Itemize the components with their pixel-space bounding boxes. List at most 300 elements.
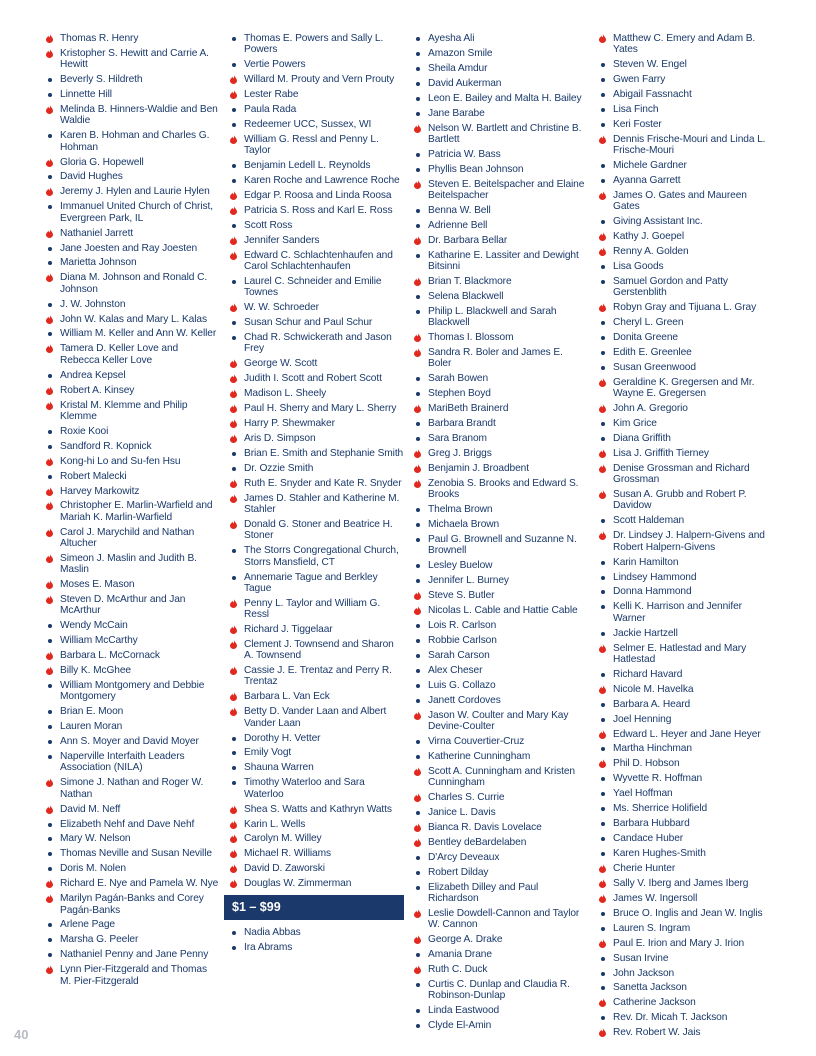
donor-list-item bbox=[229, 706, 404, 729]
bullet-dot-icon bbox=[414, 561, 423, 571]
donor-name: Catherine Jackson bbox=[613, 997, 696, 1009]
donor-name: Steve S. Butler bbox=[428, 590, 495, 602]
donor-name: George A. Drake bbox=[428, 934, 503, 946]
donor-name: Vertie Powers bbox=[244, 59, 306, 71]
donor-list-item bbox=[229, 598, 404, 621]
donor-name: Edward L. Heyer and Jane Heyer bbox=[613, 728, 761, 740]
donor-name: Kathy J. Goepel bbox=[613, 231, 684, 243]
donor-list-item bbox=[598, 33, 773, 56]
donor-name: Katharine E. Lassiter and Dewight Bitsinni bbox=[428, 249, 579, 273]
bullet-dot-icon bbox=[230, 943, 239, 953]
flame-drop-icon bbox=[46, 187, 55, 197]
donor-name: Annemarie Tague and Berkley Tague bbox=[244, 571, 378, 594]
bullet-dot-icon bbox=[46, 75, 55, 85]
bullet-dot-icon bbox=[599, 587, 608, 597]
flame-drop-icon bbox=[599, 864, 608, 874]
donor-name: Dorothy H. Vetter bbox=[244, 732, 321, 744]
bullet-dot-icon bbox=[599, 744, 608, 754]
donor-list-item bbox=[413, 403, 588, 414]
bullet-dot-icon bbox=[599, 789, 608, 799]
donor-name: Shea S. Watts and Kathryn Watts bbox=[244, 803, 392, 815]
donor-list-item bbox=[229, 942, 404, 953]
donor-name: Penny L. Taylor and William G. Ressl bbox=[244, 597, 381, 621]
donor-list-item bbox=[598, 448, 773, 459]
flame-drop-icon bbox=[599, 759, 608, 769]
donor-list-item bbox=[229, 777, 404, 800]
donor-list-item bbox=[598, 893, 773, 904]
flame-drop-icon bbox=[46, 879, 55, 889]
donor-name: Steven D. McArthur and Jan McArthur bbox=[60, 594, 186, 617]
donor-list-item bbox=[598, 515, 773, 526]
donor-name: Brian E. Moon bbox=[60, 706, 124, 718]
donor-list-item bbox=[229, 205, 404, 216]
donor-name: Philip L. Blackwell and Sarah Blackwell bbox=[428, 305, 557, 329]
donor-name: Kristopher S. Hewitt and Carrie A. Hewitt bbox=[60, 47, 209, 71]
donor-list-col-2 bbox=[229, 33, 404, 890]
donor-list-item bbox=[229, 358, 404, 369]
donor-name: J. W. Johnston bbox=[60, 298, 126, 310]
donor-list-item bbox=[413, 635, 588, 646]
donor-list-item bbox=[413, 949, 588, 960]
donor-list-1-99 bbox=[229, 927, 404, 953]
bullet-dot-icon bbox=[414, 292, 423, 302]
donor-list-item bbox=[598, 418, 773, 429]
donor-name: Paul H. Sherry and Mary L. Sherry bbox=[244, 403, 397, 415]
bullet-dot-icon bbox=[230, 734, 239, 744]
flame-drop-icon bbox=[414, 333, 423, 343]
donor-list-item bbox=[413, 575, 588, 586]
donor-name: Leslie Dowdell-Cannon and Taylor W. Cannon bbox=[428, 907, 580, 931]
bullet-dot-icon bbox=[599, 774, 608, 784]
donor-list-item bbox=[413, 837, 588, 848]
flame-drop-icon bbox=[230, 135, 239, 145]
donor-name: Donald G. Stoner and Beatrice H. Stoner bbox=[244, 519, 393, 542]
donor-list-item bbox=[598, 997, 773, 1008]
flame-drop-icon bbox=[46, 580, 55, 590]
bullet-dot-icon bbox=[414, 950, 423, 960]
donor-list-item bbox=[413, 108, 588, 119]
donor-list-item bbox=[598, 119, 773, 130]
donor-list-item bbox=[229, 572, 404, 595]
bullet-dot-icon bbox=[414, 868, 423, 878]
donor-list-item bbox=[413, 1020, 588, 1031]
donor-name: Benjamin J. Broadbent bbox=[428, 462, 529, 474]
donor-list-item bbox=[45, 456, 220, 467]
donor-name: Rev. Robert W. Jais bbox=[613, 1027, 701, 1039]
donor-list-col-1 bbox=[45, 33, 220, 987]
donor-list-item bbox=[598, 773, 773, 784]
donor-list-item bbox=[229, 624, 404, 635]
donor-name: Christopher E. Marlin-Warfield and Mariah K. Marlin-Warfield bbox=[60, 500, 213, 523]
donor-name: Billy K. McGhee bbox=[60, 665, 131, 677]
donor-name: Gwen Farry bbox=[613, 74, 666, 86]
donor-list-item bbox=[598, 362, 773, 373]
bullet-dot-icon bbox=[230, 778, 239, 788]
bullet-dot-icon bbox=[414, 576, 423, 586]
donor-list-item bbox=[45, 665, 220, 676]
donor-name: Barbara L. Van Eck bbox=[244, 691, 330, 703]
donor-name: Greg J. Briggs bbox=[428, 447, 492, 459]
bullet-dot-icon bbox=[414, 221, 423, 231]
donor-name: Thelma Brown bbox=[428, 504, 493, 516]
donor-name: Robyn Gray and Tijuana L. Gray bbox=[613, 302, 757, 314]
bullet-dot-icon bbox=[414, 94, 423, 104]
flame-drop-icon bbox=[46, 315, 55, 325]
donor-name: William M. Keller and Ann W. Keller bbox=[60, 328, 217, 340]
bullet-dot-icon bbox=[414, 651, 423, 661]
donor-list-item bbox=[598, 953, 773, 964]
donor-name: Lesley Buelow bbox=[428, 560, 493, 572]
flame-drop-icon bbox=[414, 606, 423, 616]
donor-list-item bbox=[45, 186, 220, 197]
bullet-dot-icon bbox=[599, 1013, 608, 1023]
donor-name: Jane Barabe bbox=[428, 107, 485, 119]
donor-list-item bbox=[45, 579, 220, 590]
bullet-dot-icon bbox=[599, 573, 608, 583]
donor-list-item bbox=[598, 788, 773, 799]
bullet-dot-icon bbox=[46, 258, 55, 268]
donor-list-item bbox=[229, 927, 404, 938]
donor-list-item bbox=[45, 721, 220, 732]
donor-name: Sheila Amdur bbox=[428, 62, 488, 74]
donor-name: Simone J. Nathan and Roger W. Nathan bbox=[60, 777, 204, 800]
flame-drop-icon bbox=[46, 501, 55, 511]
bullet-dot-icon bbox=[230, 318, 239, 328]
donor-list-col-3 bbox=[413, 33, 588, 1031]
donor-list-item bbox=[229, 463, 404, 474]
donor-list-item bbox=[413, 93, 588, 104]
donor-list-item bbox=[413, 276, 588, 287]
bullet-dot-icon bbox=[599, 105, 608, 115]
donor-list-item bbox=[229, 478, 404, 489]
bullet-dot-icon bbox=[414, 374, 423, 384]
donor-list-item bbox=[413, 463, 588, 474]
donor-name: Amania Drane bbox=[428, 948, 492, 960]
donor-list-item bbox=[413, 964, 588, 975]
bullet-dot-icon bbox=[599, 715, 608, 725]
donor-list-item bbox=[229, 418, 404, 429]
donor-name: James O. Gates and Maureen Gates bbox=[613, 190, 747, 213]
donor-name: Marsha G. Peeler bbox=[60, 934, 139, 946]
bullet-dot-icon bbox=[46, 202, 55, 212]
donor-name: Thomas Neville and Susan Neville bbox=[60, 848, 212, 860]
donor-name: Katherine Cunningham bbox=[428, 750, 531, 762]
flame-drop-icon bbox=[414, 965, 423, 975]
flame-drop-icon bbox=[230, 90, 239, 100]
flame-drop-icon bbox=[230, 834, 239, 844]
flame-drop-icon bbox=[599, 34, 608, 44]
donor-name: Barbara Hubbard bbox=[613, 818, 690, 830]
bullet-dot-icon bbox=[414, 505, 423, 515]
flame-drop-icon bbox=[46, 457, 55, 467]
bullet-dot-icon bbox=[46, 737, 55, 747]
donor-list-item bbox=[45, 949, 220, 960]
donor-name: Karen Roche and Lawrence Roche bbox=[244, 175, 400, 187]
bullet-dot-icon bbox=[599, 670, 608, 680]
donor-name: Donna Hammond bbox=[613, 586, 692, 598]
donor-list-item bbox=[598, 302, 773, 313]
donor-name: Harvey Markowitz bbox=[60, 485, 140, 497]
flame-drop-icon bbox=[599, 404, 608, 414]
flame-drop-icon bbox=[599, 939, 608, 949]
donor-list-item bbox=[45, 777, 220, 800]
donor-name: Moses E. Mason bbox=[60, 579, 135, 591]
bullet-dot-icon bbox=[414, 109, 423, 119]
flame-drop-icon bbox=[599, 531, 608, 541]
bullet-dot-icon bbox=[414, 79, 423, 89]
donor-name: Dr. Barbara Bellar bbox=[428, 234, 508, 246]
bullet-dot-icon bbox=[414, 251, 423, 261]
donor-name: Cherie Hunter bbox=[613, 862, 676, 874]
flame-drop-icon bbox=[599, 490, 608, 500]
donor-name: Lester Rabe bbox=[244, 89, 299, 101]
donor-list-item bbox=[45, 441, 220, 452]
donor-list-item bbox=[413, 123, 588, 146]
donor-list-item bbox=[598, 643, 773, 666]
donor-list-item bbox=[598, 231, 773, 242]
bullet-dot-icon bbox=[46, 849, 55, 859]
donor-name: Bruce O. Inglis and Jean W. Inglis bbox=[613, 907, 763, 919]
donor-name: Lisa Goods bbox=[613, 261, 664, 273]
donor-list-item bbox=[45, 893, 220, 916]
flame-drop-icon bbox=[599, 998, 608, 1008]
donor-name: Virna Couvertier-Cruz bbox=[428, 735, 525, 747]
bullet-dot-icon bbox=[599, 262, 608, 272]
donor-list-item bbox=[229, 519, 404, 542]
flame-drop-icon bbox=[46, 273, 55, 283]
donor-name: Roxie Kooi bbox=[60, 425, 109, 437]
donor-list-item bbox=[598, 332, 773, 343]
donor-list-item bbox=[413, 33, 588, 44]
donor-name: Jennifer Sanders bbox=[244, 234, 320, 246]
donor-list-item bbox=[598, 403, 773, 414]
donor-list-item bbox=[598, 89, 773, 100]
donor-list-item bbox=[229, 74, 404, 85]
donor-name: Sandford R. Kopnick bbox=[60, 440, 152, 452]
donor-list-item bbox=[45, 314, 220, 325]
donor-list-item bbox=[45, 328, 220, 339]
bullet-dot-icon bbox=[46, 935, 55, 945]
donor-name: Thomas E. Powers and Sally L. Powers bbox=[244, 33, 384, 56]
donor-name: Samuel Gordon and Patty Gerstenblith bbox=[613, 276, 728, 299]
donor-list-item bbox=[413, 1005, 588, 1016]
donor-list-item bbox=[413, 665, 588, 676]
donor-list-item bbox=[413, 250, 588, 273]
flame-drop-icon bbox=[414, 449, 423, 459]
donor-name: Ms. Sherrice Holifield bbox=[613, 803, 708, 815]
donor-name: Kristal M. Klemme and Philip Klemme bbox=[60, 399, 188, 422]
donor-list-item bbox=[413, 979, 588, 1002]
flame-drop-icon bbox=[599, 135, 608, 145]
donor-list-item bbox=[229, 403, 404, 414]
flame-drop-icon bbox=[230, 236, 239, 246]
donor-name: Thomas R. Henry bbox=[60, 33, 139, 44]
donor-name: Selmer E. Hatlestad and Mary Hatlestad bbox=[613, 642, 747, 665]
donor-name: Laurel C. Schneider and Emilie Townes bbox=[244, 276, 382, 299]
flame-drop-icon bbox=[599, 730, 608, 740]
donor-name: Tamera D. Keller Love and Rebecca Keller Love bbox=[60, 343, 179, 366]
donor-list-item bbox=[229, 388, 404, 399]
donor-name: John A. Gregorio bbox=[613, 403, 688, 415]
flame-drop-icon bbox=[414, 767, 423, 777]
donor-name: Arlene Page bbox=[60, 919, 115, 931]
donor-list-item bbox=[45, 680, 220, 703]
flame-drop-icon bbox=[414, 909, 423, 919]
donor-name: Marietta Johnson bbox=[60, 257, 137, 269]
donor-name: Steven E. Beitelspacher and Elaine Beitelspacher bbox=[428, 178, 585, 202]
flame-drop-icon bbox=[46, 487, 55, 497]
donor-name: Michaela Brown bbox=[428, 519, 500, 531]
flame-drop-icon bbox=[230, 404, 239, 414]
donor-list-item bbox=[598, 160, 773, 171]
donor-name: Brian T. Blackmore bbox=[428, 276, 512, 288]
donor-list-item bbox=[413, 149, 588, 160]
donor-name: Jason W. Coulter and Mary Kay Devine-Coulter bbox=[428, 709, 569, 732]
flame-drop-icon bbox=[230, 494, 239, 504]
flame-drop-icon bbox=[599, 449, 608, 459]
donor-list-item bbox=[45, 33, 220, 44]
flame-drop-icon bbox=[230, 707, 239, 717]
donor-list-item bbox=[229, 639, 404, 662]
flame-drop-icon bbox=[230, 434, 239, 444]
bullet-dot-icon bbox=[414, 621, 423, 631]
donor-name: Nathaniel Penny and Jane Penny bbox=[60, 949, 209, 961]
bullet-dot-icon bbox=[230, 120, 239, 130]
donor-list-item bbox=[598, 74, 773, 85]
donor-name: Madison L. Sheely bbox=[244, 388, 327, 400]
flame-drop-icon bbox=[599, 1028, 608, 1038]
flame-drop-icon bbox=[599, 879, 608, 889]
donor-list-item bbox=[45, 635, 220, 646]
donor-list-item bbox=[413, 751, 588, 762]
donor-name: Robert Malecki bbox=[60, 470, 127, 482]
donor-list-item bbox=[413, 766, 588, 789]
donor-name: Cheryl L. Green bbox=[613, 317, 684, 329]
bullet-dot-icon bbox=[46, 90, 55, 100]
donor-name: Zenobia S. Brooks and Edward S. Brooks bbox=[428, 477, 579, 501]
donor-list-item bbox=[45, 650, 220, 661]
donor-name: David M. Neff bbox=[60, 803, 121, 815]
donor-list-item bbox=[413, 504, 588, 515]
donor-name: Clyde El-Amin bbox=[428, 1020, 492, 1031]
donor-list-item bbox=[413, 418, 588, 429]
bullet-dot-icon bbox=[230, 221, 239, 231]
bullet-dot-icon bbox=[599, 700, 608, 710]
donor-name: Edward C. Schlachtenhaufen and Carol Schlachtenhaufen bbox=[244, 249, 393, 273]
flame-drop-icon bbox=[414, 277, 423, 287]
donor-list-item bbox=[413, 867, 588, 878]
bullet-dot-icon bbox=[414, 883, 423, 893]
bullet-dot-icon bbox=[599, 333, 608, 343]
donor-name: Robert Dilday bbox=[428, 866, 489, 878]
donor-list-item bbox=[45, 964, 220, 987]
donor-list-item bbox=[229, 332, 404, 355]
donor-list-item bbox=[413, 590, 588, 601]
bullet-dot-icon bbox=[46, 820, 55, 830]
donor-name: Denise Grossman and Richard Grossman bbox=[613, 462, 750, 486]
flame-drop-icon bbox=[46, 105, 55, 115]
donor-name: Janett Cordoves bbox=[428, 694, 501, 706]
donor-name: Paula Rada bbox=[244, 104, 297, 116]
donor-list-item bbox=[413, 695, 588, 706]
donor-name: Aris D. Simpson bbox=[244, 433, 316, 445]
bullet-dot-icon bbox=[599, 75, 608, 85]
flame-drop-icon bbox=[230, 599, 239, 609]
donor-list-item bbox=[45, 257, 220, 268]
donor-name: Stephen Boyd bbox=[428, 388, 491, 400]
donor-list-item bbox=[229, 848, 404, 859]
donor-name: Timothy Waterloo and Sara Waterloo bbox=[244, 777, 365, 800]
flame-drop-icon bbox=[414, 124, 423, 134]
bullet-dot-icon bbox=[599, 60, 608, 70]
donor-name: Benna W. Bell bbox=[428, 204, 491, 216]
donor-list-item bbox=[413, 519, 588, 530]
donor-list-item bbox=[598, 463, 773, 486]
donor-list-item bbox=[413, 620, 588, 631]
donor-name: Ayanna Garrett bbox=[613, 175, 681, 187]
bullet-dot-icon bbox=[414, 681, 423, 691]
donor-list-item bbox=[229, 665, 404, 688]
donor-name: Nelson W. Bartlett and Christine B. Bartlett bbox=[428, 122, 582, 145]
donor-name: John W. Kalas and Mary L. Kalas bbox=[60, 313, 207, 325]
flame-drop-icon bbox=[46, 528, 55, 538]
donor-list-item bbox=[413, 908, 588, 931]
donor-list-item bbox=[598, 923, 773, 934]
bullet-dot-icon bbox=[414, 737, 423, 747]
donor-list-item bbox=[45, 89, 220, 100]
bullet-dot-icon bbox=[46, 920, 55, 930]
flame-drop-icon bbox=[46, 595, 55, 605]
donor-name: Abigail Fassnacht bbox=[613, 89, 692, 101]
donor-list-item bbox=[229, 104, 404, 115]
donor-list-item bbox=[413, 235, 588, 246]
bullet-dot-icon bbox=[414, 1021, 423, 1031]
donor-name: Cassie J. E. Trentaz and Perry R. Trentaz bbox=[244, 665, 392, 688]
bullet-dot-icon bbox=[230, 34, 239, 44]
donor-name: Leon E. Bailey and Malta H. Bailey bbox=[428, 92, 582, 104]
donor-name: Nadia Abbas bbox=[244, 926, 301, 938]
flame-drop-icon bbox=[414, 935, 423, 945]
donor-name: Richard E. Nye and Pamela W. Nye bbox=[60, 878, 219, 890]
donor-list-item bbox=[598, 729, 773, 740]
donor-name: Charles S. Currie bbox=[428, 791, 505, 803]
donor-name: Edith E. Greenlee bbox=[613, 347, 692, 359]
donor-name: Elizabeth Dilley and Paul Richardson bbox=[428, 881, 539, 904]
bullet-dot-icon bbox=[46, 131, 55, 141]
donor-list-item bbox=[45, 863, 220, 874]
donor-list-item bbox=[598, 276, 773, 299]
donor-list-item bbox=[229, 134, 404, 157]
donor-list-item bbox=[45, 804, 220, 815]
donor-list-item bbox=[45, 527, 220, 550]
donor-list-item bbox=[413, 736, 588, 747]
flame-drop-icon bbox=[230, 805, 239, 815]
donor-name: Karin L. Wells bbox=[244, 818, 306, 830]
donor-list-item bbox=[45, 400, 220, 423]
bullet-dot-icon bbox=[599, 969, 608, 979]
donor-list-item bbox=[413, 792, 588, 803]
donor-list-item bbox=[229, 160, 404, 171]
bullet-dot-icon bbox=[46, 172, 55, 182]
donor-name: Clement J. Townsend and Sharon A. Townsend bbox=[244, 638, 394, 662]
donor-list-item bbox=[45, 819, 220, 830]
bullet-dot-icon bbox=[599, 983, 608, 993]
bullet-dot-icon bbox=[414, 150, 423, 160]
donor-list-item bbox=[413, 822, 588, 833]
bullet-dot-icon bbox=[414, 389, 423, 399]
donor-name: Paul G. Brownell and Suzanne N. Brownell bbox=[428, 533, 577, 557]
donor-list-item bbox=[598, 347, 773, 358]
